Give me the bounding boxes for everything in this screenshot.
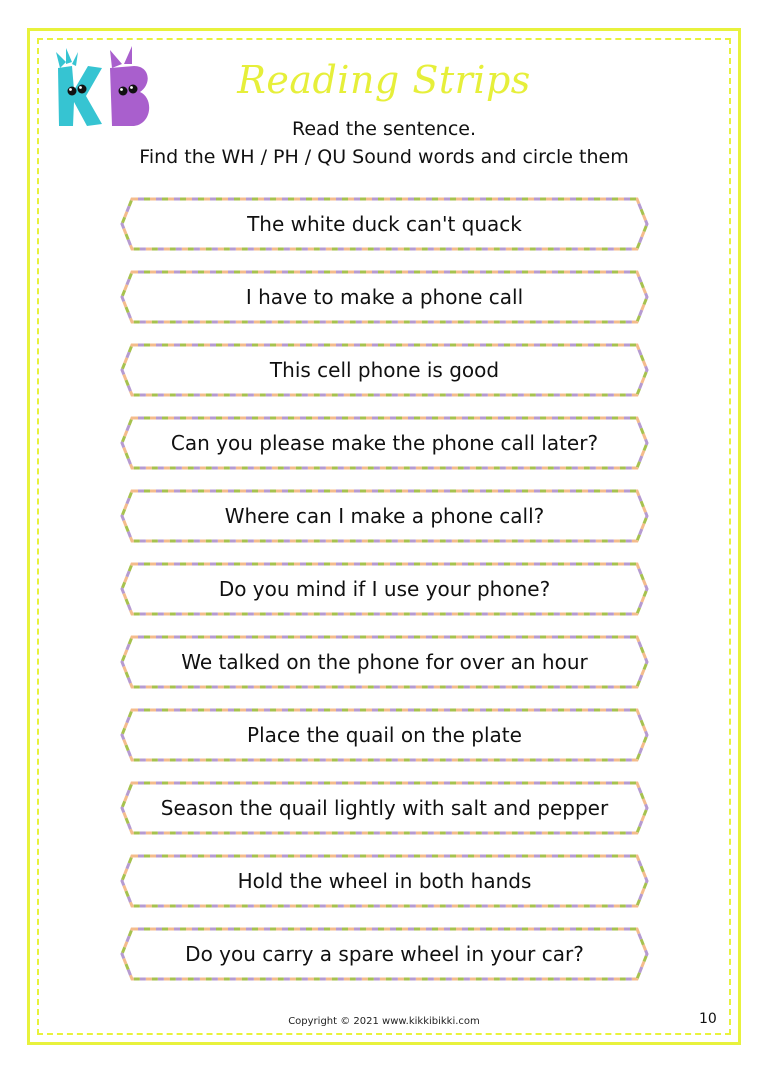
reading-strip (118, 268, 651, 326)
reading-strip (118, 195, 651, 253)
strip-sentence: Season the quail lightly with salt and pepper (160, 796, 609, 820)
instruction-line-1: Read the sentence. (292, 118, 476, 140)
reading-strip (118, 414, 651, 472)
instruction-line-2: Find the WH / PH / QU Sound words and circle them (139, 146, 629, 168)
strip-sentence: The white duck can't quack (247, 212, 522, 236)
reading-strip (118, 341, 651, 399)
reading-strip (118, 706, 651, 764)
reading-strip (118, 633, 651, 691)
reading-strip (118, 779, 651, 837)
strip-sentence: Do you carry a spare wheel in your car? (185, 942, 584, 966)
reading-strips-list (118, 195, 651, 998)
strip-sentence: This cell phone is good (269, 358, 500, 382)
reading-strip (118, 487, 651, 545)
page-number: 10 (699, 1011, 717, 1027)
strip-sentence: Do you mind if I use your phone? (218, 577, 551, 601)
reading-strip (118, 560, 651, 618)
reading-strip (118, 925, 651, 983)
strip-sentence: Where can I make a phone call? (224, 504, 545, 528)
strip-sentence: Can you please make the phone call later? (170, 431, 599, 455)
strip-sentence: Place the quail on the plate (247, 723, 522, 747)
strip-sentence: Hold the wheel in both hands (237, 869, 532, 893)
copyright-notice: Copyright © 2021 www.kikkibikki.com (288, 1016, 480, 1027)
reading-strip (118, 852, 651, 910)
strip-sentence: I have to make a phone call (245, 285, 524, 309)
strip-sentence: We talked on the phone for over an hour (181, 650, 588, 674)
page-title: Reading Strips (237, 58, 531, 102)
